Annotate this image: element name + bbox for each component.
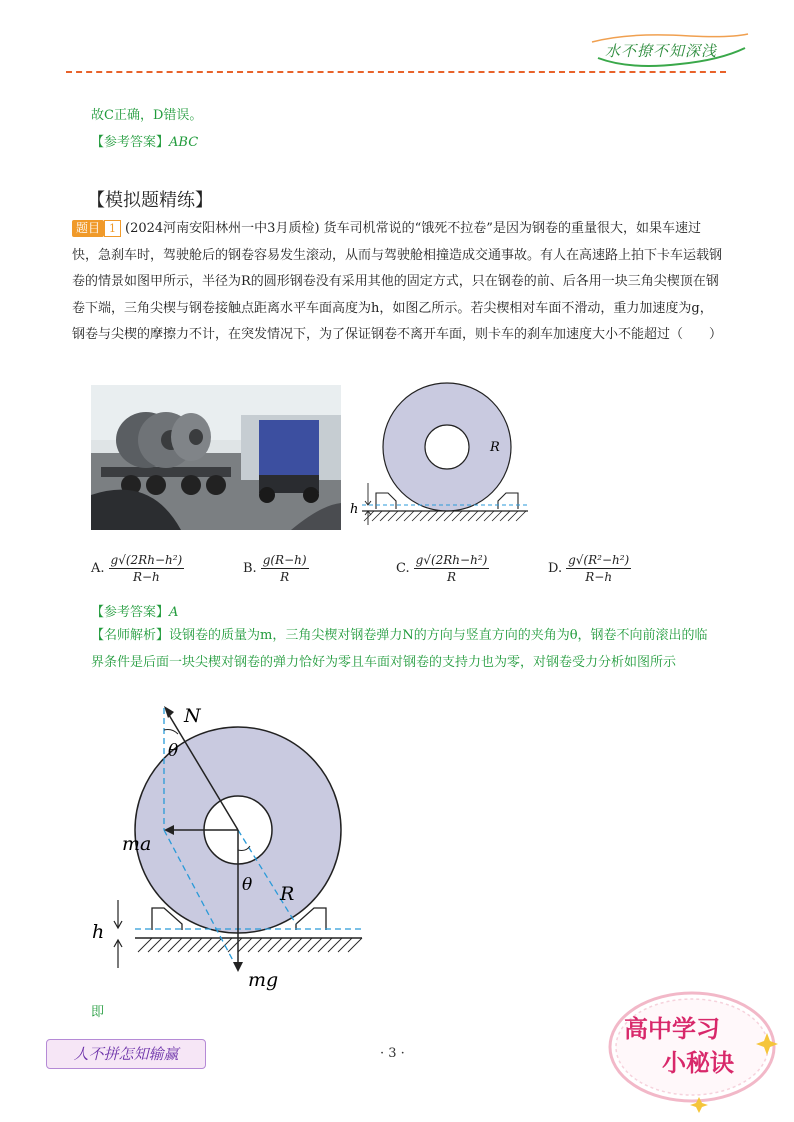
option-a-denominator: R−h <box>132 570 160 584</box>
option-c-numerator: g√(2Rh−h²) <box>415 553 488 567</box>
label-theta-top: θ <box>168 741 179 761</box>
badge-line1: 高中学习 <box>624 1015 720 1043</box>
badge-line2: 小秘诀 <box>662 1049 734 1077</box>
study-tips-badge <box>604 985 784 1115</box>
option-d-denominator: R−h <box>585 570 613 584</box>
analysis <box>91 622 711 676</box>
label-h: h <box>92 921 105 943</box>
page-number: · 3 · <box>380 1046 405 1061</box>
section-title: 【模拟题精练】 <box>87 190 213 211</box>
option-b-letter: B. <box>243 561 257 576</box>
label-mg: mg <box>248 969 279 991</box>
footer-motto-box: 人不拼怎知输赢 <box>46 1039 206 1069</box>
option-a-fraction <box>109 553 185 584</box>
answer-label: 【参考答案】 <box>91 605 170 620</box>
prev-answer-value: ABC <box>169 135 199 150</box>
question-number: 1 <box>104 220 121 237</box>
option-b-denominator: R <box>280 570 290 584</box>
option-d-numerator: g√(R²−h²) <box>568 553 630 567</box>
question-badge: 题目 <box>72 220 104 237</box>
answer <box>91 601 178 620</box>
option-b[interactable] <box>243 553 309 584</box>
option-d-letter: D. <box>548 561 563 576</box>
option-a[interactable] <box>91 553 184 584</box>
prev-answer-label: 【参考答案】 <box>91 135 170 150</box>
header-tag-text: 水不撩不知深浅 <box>605 42 718 60</box>
analysis-label: 【名师解析】 <box>91 628 170 643</box>
small-height-label: h <box>350 502 359 517</box>
option-b-fraction <box>261 553 309 584</box>
label-theta-bottom: θ <box>242 875 253 895</box>
options-row <box>91 553 721 593</box>
option-c-fraction <box>414 553 490 584</box>
option-d[interactable] <box>548 553 631 584</box>
question-block <box>72 216 722 349</box>
question-text: (2024河南安阳林州一中3月质检) 货车司机常说的“饿死不拉卷”是因为钢卷的重量很大，如果车速过快，急刹车时，驾驶舱后的钢卷容易发生滚动，从而与驾驶舱相撞造成交通事故。有人在高速路上拍下卡车运载钢卷的情景如图甲所示，半径为R的圆形钢卷没有采用其他的固定方式，只在钢卷的前、后各用一块三角尖楔顶在钢卷下端，三角尖楔与钢卷接触点距离水平车面高度为h，如图乙所示。若尖楔相对车面不滑动，重力加速度为g，钢卷与尖楔的摩擦力不计，在突发情况下，为了保证钢卷不离开车面，则卡车的刹车加速度大小不能超过（ ） <box>72 221 723 342</box>
option-c-denominator: R <box>446 570 456 584</box>
small-radius-label: R <box>490 440 500 455</box>
header-dashed-line <box>66 71 726 73</box>
tail-text: 即 <box>91 1005 105 1020</box>
option-c-letter: C. <box>396 561 410 576</box>
analysis-text: 设钢卷的质量为m，三角尖楔对钢卷弹力N的方向与竖直方向的夹角为θ，钢卷不向前滚出的临界条件是后面一块尖楔对钢卷的弹力恰好为零且车面对钢卷的支持力也为零，对钢卷受力分析如图所示 <box>91 628 708 670</box>
option-d-fraction <box>566 553 631 584</box>
option-b-numerator: g(R−h) <box>262 553 307 567</box>
label-ma: ma <box>122 833 152 855</box>
prev-answer <box>91 131 198 150</box>
coil-diagram-small <box>340 375 540 535</box>
option-a-numerator: g√(2Rh−h²) <box>110 553 183 567</box>
prev-conclusion: 故C正确，D错误。 <box>91 108 203 123</box>
answer-value: A <box>169 605 179 620</box>
truck-photo-illustration <box>91 385 341 530</box>
label-N: N <box>184 705 201 727</box>
label-R: R <box>280 883 295 905</box>
option-a-letter: A. <box>91 561 105 576</box>
force-diagram-large <box>90 700 380 995</box>
option-c[interactable] <box>396 553 489 584</box>
